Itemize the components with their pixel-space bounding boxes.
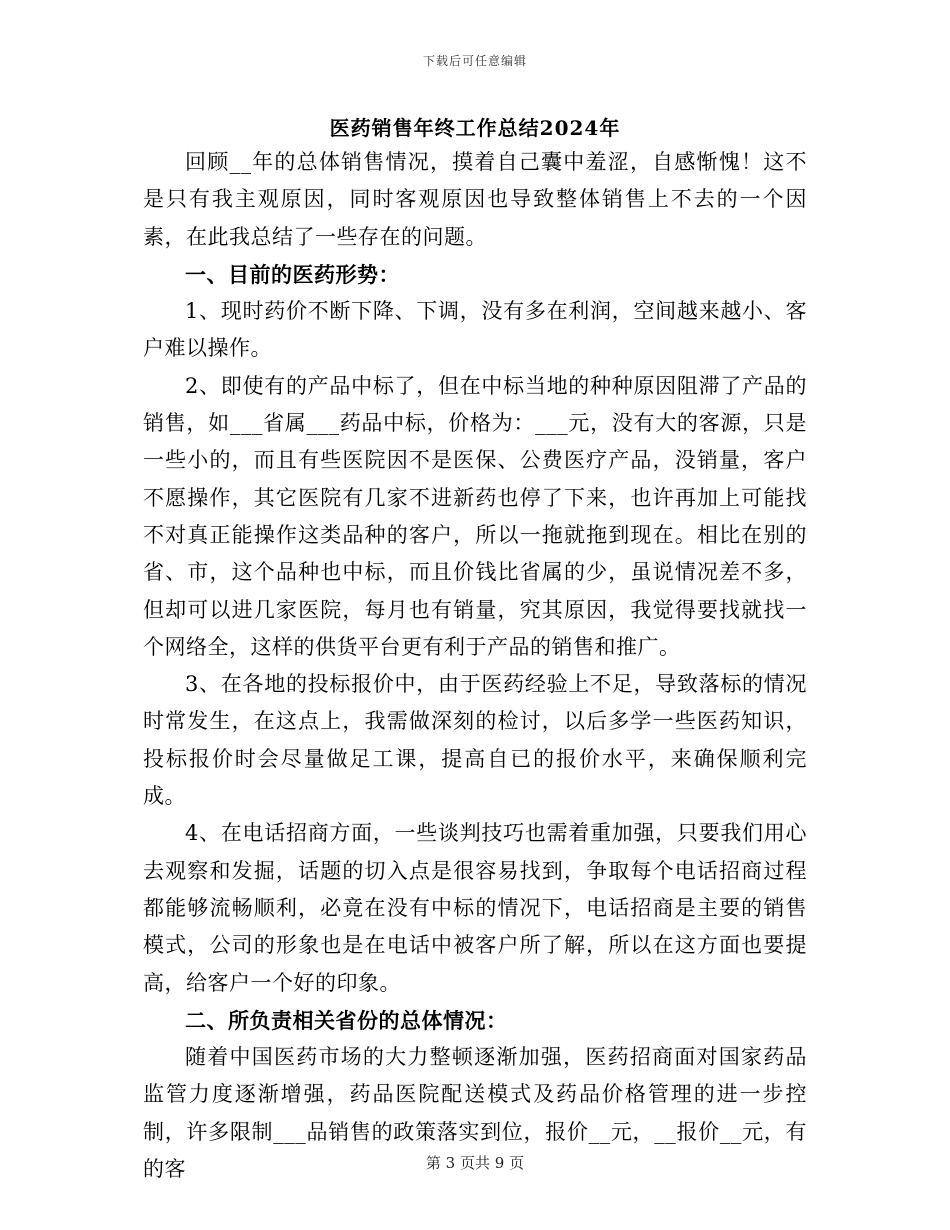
section-heading-1: 一、目前的医药形势： xyxy=(185,261,400,287)
paragraph-item-3: 3、在各地的投标报价中，由于医药经验上不足，导致落标的情况时常发生，在这点上，我需做深刻的检讨，以后多学一些医药知识，投标报价时会尽量做足工课，提高自已的报价水平，来确保顺利完成。 xyxy=(143,672,807,809)
document-title: 医药销售年终工作总结2024年 xyxy=(329,116,621,140)
paragraph-section-2: 随着中国医药市场的大力整顿逐渐加强，医药招商面对国家药品监管力度逐渐增强，药品医院配送模式及药品价格管理的进一步控制，许多限制___品销售的政策落实到位，报价__元，__报价__元，有的客 xyxy=(143,1045,807,1182)
header-note: 下载后可任意编辑 xyxy=(422,54,527,68)
paragraph-intro: 回顾__年的总体销售情况，摸着自己囊中羞涩，自感惭愧！这不是只有我主观原因，同时客观原因也导致整体销售上不去的一个因素，在此我总结了一些存在的问题。 xyxy=(143,150,807,249)
paragraph-item-1: 1、现时药价不断下降、下调，没有多在利润，空间越来越小、客户难以操作。 xyxy=(143,299,807,361)
paragraph-item-4: 4、在电话招商方面，一些谈判技巧也需着重加强，只要我们用心去观察和发掘，话题的切入点是很容易找到，争取每个电话招商过程都能够流畅顺利，必竟在没有中标的情况下，电话招商是主要的销售模式，公司的形象也是在电话中被客户所了解，所以在这方面也要提高，给客户一个好的印象。 xyxy=(143,821,807,995)
document-body xyxy=(143,144,807,1188)
section-heading-2: 二、所负责相关省份的总体情况： xyxy=(185,1007,508,1033)
paragraph-item-2: 2、即使有的产品中标了，但在中标当地的种种原因阻滞了产品的销售，如___省属___药品中标，价格为：___元，没有大的客源，只是一些小的，而且有些医院因不是医保、公费医疗产品，没销量，客户不愿操作，其它医院有几家不进新药也停了下来，也许再加上可能找不对真正能操作这类品种的客户，所以一拖就拖到现在。相比在别的省、市，这个品种也中标，而且价钱比省属的少，虽说情况差不多，但却可以进几家医院，每月也有销量，究其原因，我觉得要找就找一个网络全，这样的供货平台更有利于产品的销售和推广。 xyxy=(143,373,807,659)
page-number: 第 3 页共 9 页 xyxy=(425,1154,525,1172)
